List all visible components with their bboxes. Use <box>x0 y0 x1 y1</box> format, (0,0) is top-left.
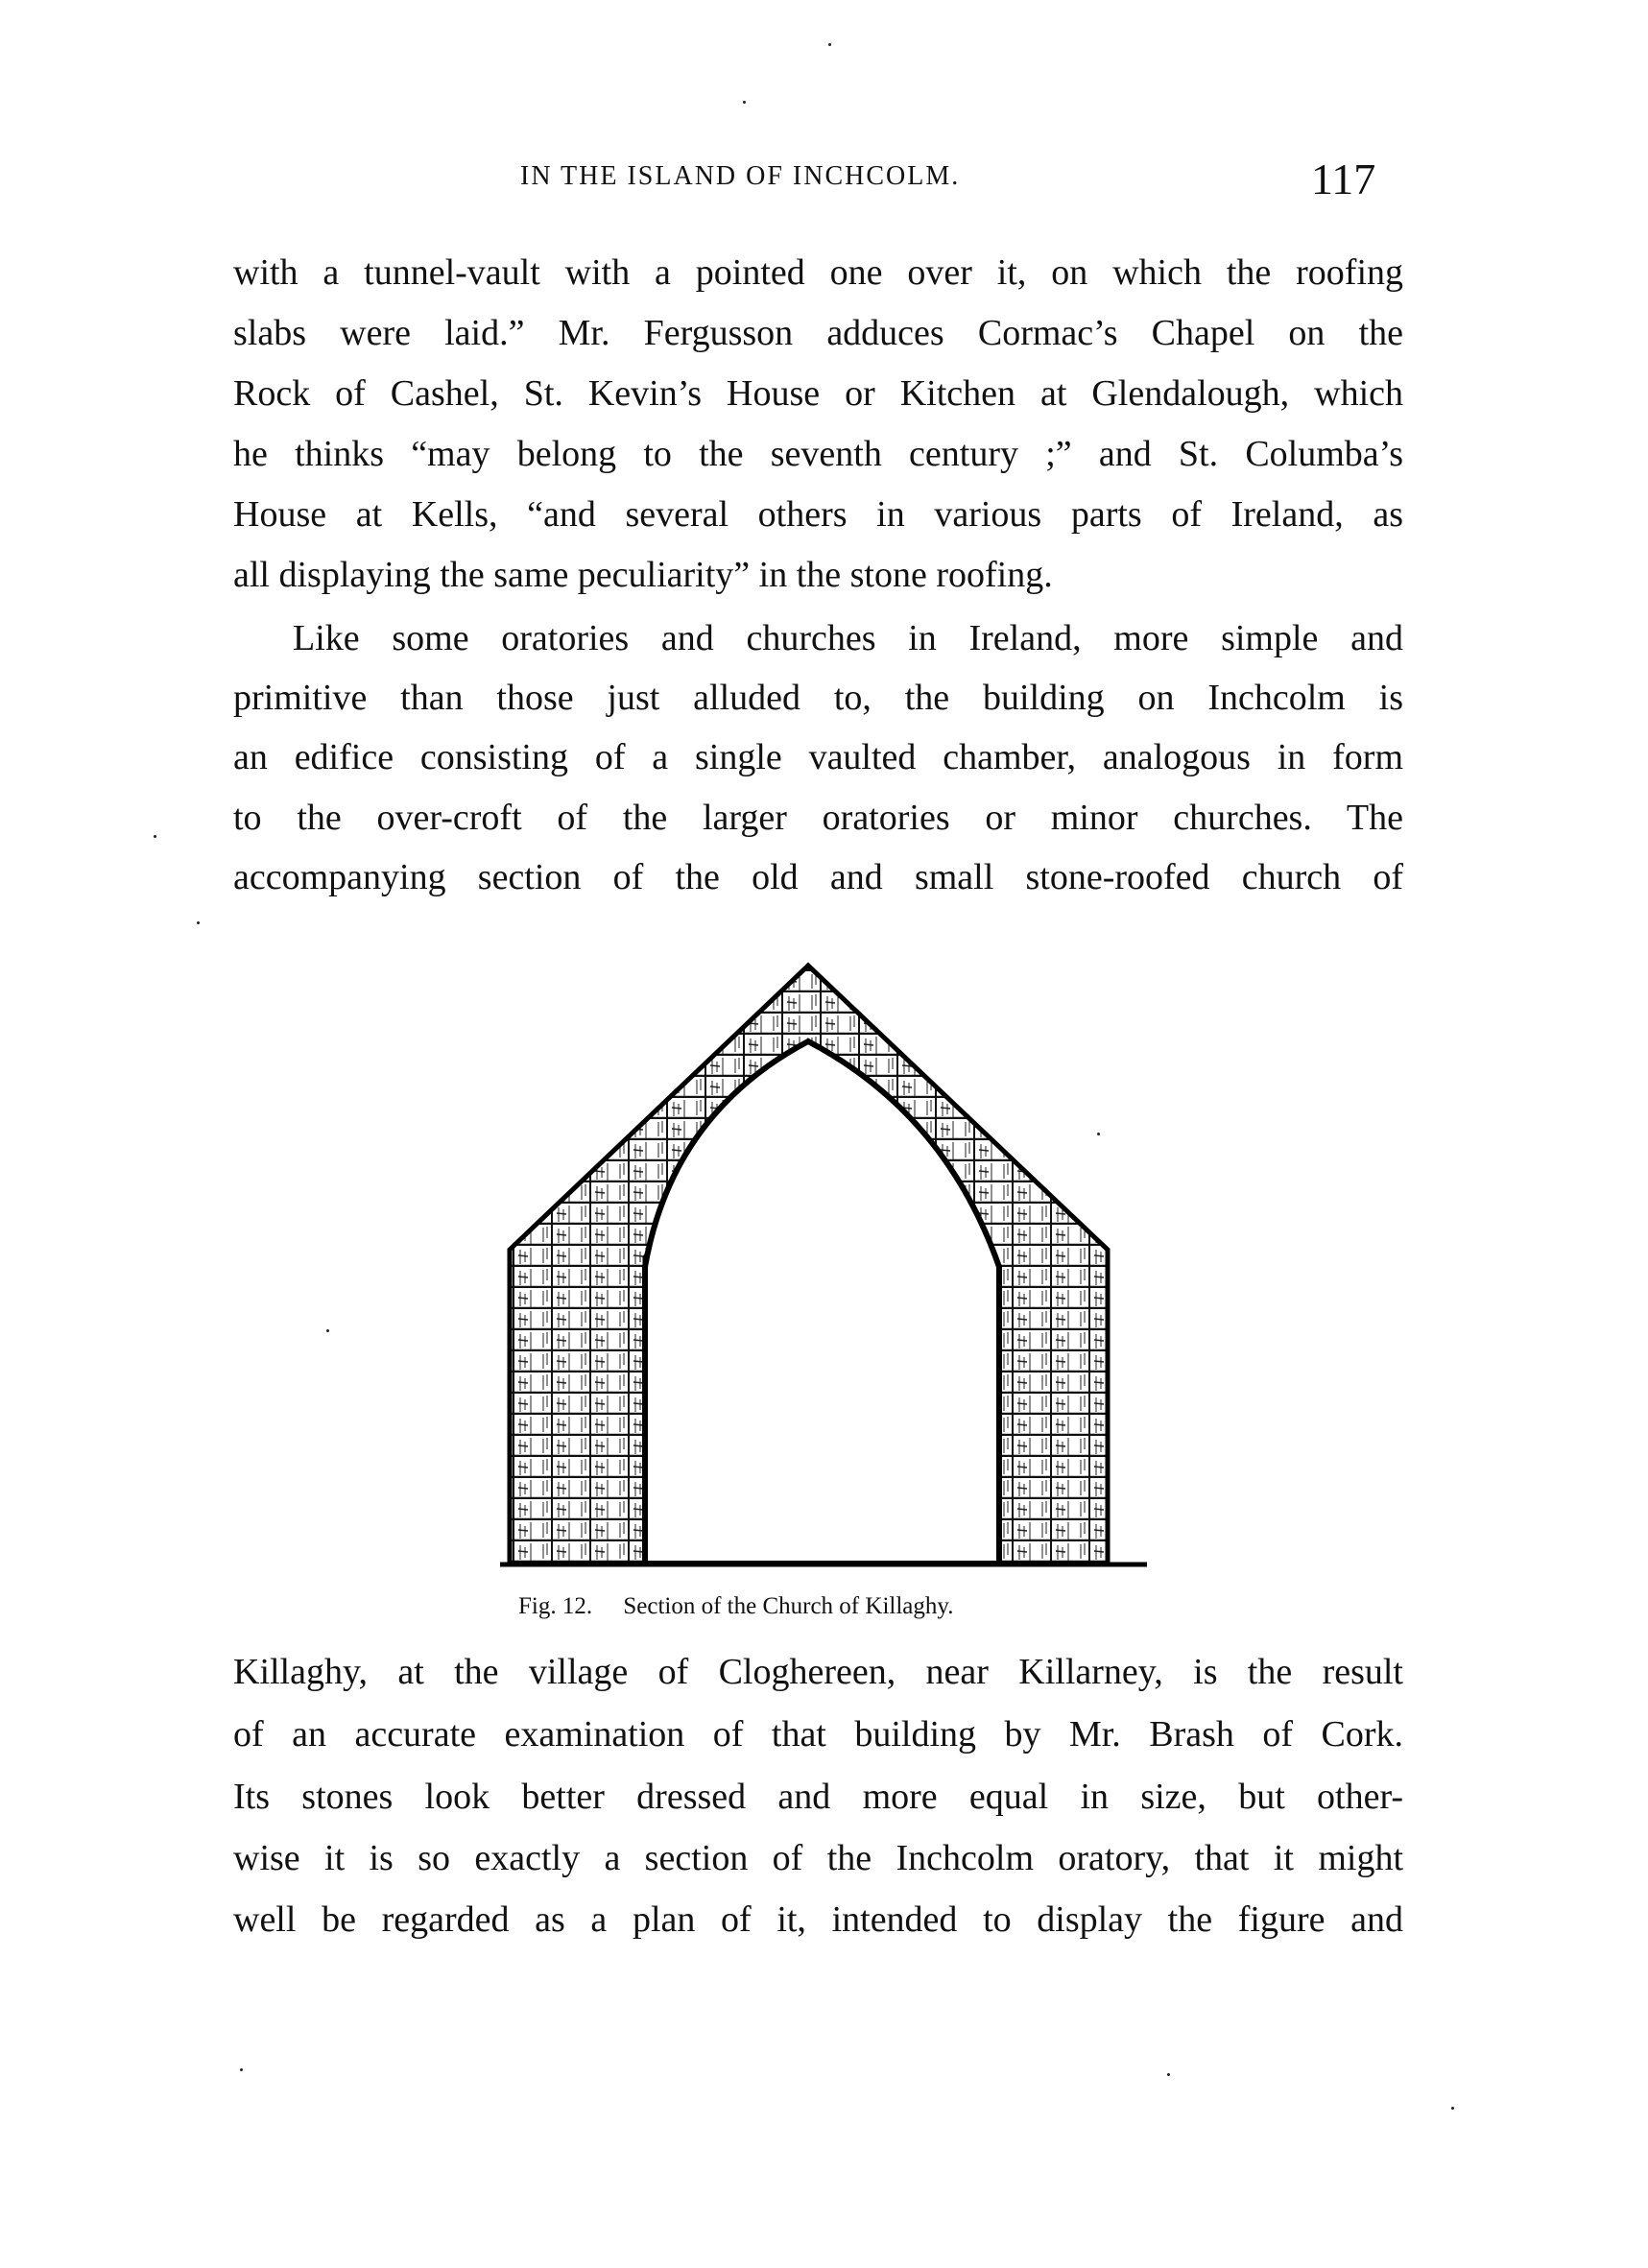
text-line: all displaying the same peculiarity” in the stone roofing. <box>233 555 1053 595</box>
speck <box>154 835 156 838</box>
text-line: well be regarded as a plan of it, intended to display the figure and <box>233 1899 1403 1940</box>
speck <box>1451 2107 1454 2110</box>
text-line: Its stones look better dressed and more equal in size, but other- <box>233 1777 1403 1817</box>
running-head: IN THE ISLAND OF INCHCOLM. <box>520 161 961 191</box>
text-line: an edifice consisting of a single vaulted chamber, analogous in form <box>233 737 1403 777</box>
speck <box>1167 2073 1170 2076</box>
text-line: he thinks “may belong to the seventh century ;” and St. Columba’s <box>233 434 1403 474</box>
speck <box>828 43 831 46</box>
speck <box>743 101 746 104</box>
figure-label: Fig. 12. <box>518 1593 593 1619</box>
text-line: Rock of Cashel, St. Kevin’s House or Kitchen at Glendalough, which <box>233 373 1403 414</box>
text-line: House at Kells, “and several others in various parts of Ireland, as <box>233 494 1403 535</box>
text-line: Like some oratories and churches in Ireland, more simple and <box>293 618 1403 658</box>
speck <box>197 921 200 924</box>
text-line: slabs were laid.” Mr. Fergusson adduces Cormac’s Chapel on the <box>233 313 1403 353</box>
text-line: primitive than those just alluded to, the building on Inchcolm is <box>233 678 1403 718</box>
text-line: wise it is so exactly a section of the Inchcolm oratory, that it might <box>233 1838 1403 1878</box>
speck <box>240 2068 243 2071</box>
stone-wall-section <box>510 966 1108 1564</box>
figure-caption-text: Section of the Church of Killaghy. <box>623 1593 954 1619</box>
speck <box>1097 1133 1100 1135</box>
speck <box>326 1329 329 1332</box>
text-line: with a tunnel-vault with a pointed one over it, on which the roofing <box>233 252 1403 293</box>
text-line: of an accurate examination of that building by Mr. Brash of Cork. <box>233 1714 1403 1755</box>
page-number: 117 <box>1311 155 1376 203</box>
figure-caption <box>518 1593 1133 1620</box>
text-line: Killaghy, at the village of Cloghereen, near Killarney, is the result <box>233 1652 1403 1692</box>
text-line: to the over-croft of the larger oratories or minor churches. The <box>233 798 1403 838</box>
text-line: accompanying section of the old and small stone-roofed church of <box>233 857 1403 897</box>
